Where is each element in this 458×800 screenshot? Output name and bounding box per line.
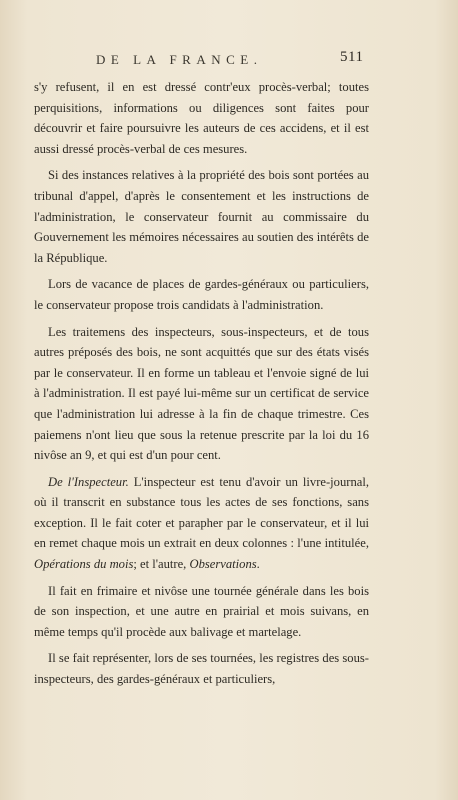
inspecteur-text-3: . (256, 557, 260, 572)
page-number: 511 (340, 49, 364, 65)
paragraph-inspecteur (34, 472, 369, 575)
running-title: DE LA FRANCE. (96, 52, 263, 67)
paragraph-vacance: Lors de vacance de places de gardes-généraux ou particuliers, le conservateur propose trois candidats à l'administration. (34, 277, 369, 312)
inspecteur-text-2: ; et l'autre, (133, 557, 190, 572)
body-text (34, 77, 369, 696)
paragraph-registres: Il se fait représenter, lors de ses tournées, les registres des sous-inspecteurs, des gardes-généraux et particuliers, (34, 651, 369, 687)
paragraph-tribunal: Si des instances relatives à la propriété des bois sont portées au tribunal d'appel, d'après le consentement et les instructions de l'administration, le conservateur fournit au commissaire du Gouvernement les mémoires nécessaires au soutien des intérêts de la République. (34, 168, 369, 265)
section-heading-inspecteur: De l'Inspecteur. (48, 474, 129, 489)
column-title-observations: Observations (189, 557, 257, 572)
column-title-operations: Opérations du mois (34, 557, 134, 572)
paragraph-traitemens: Les traitemens des inspecteurs, sous-inspecteurs, et de tous autres préposés des bois, ne sont acquittés que sur des états visés par le conservateur. Il en forme un tableau et l'envoie signé de lui à l'administration. Il est payé lui-même sur un certificat de service que l'administration lui adresse à la fin de chaque trimestre. Ces paiemens n'ont lieu que sous la retenue prescrite par la loi du 16 nivôse an 9, et qui est d'un pour cent. (34, 324, 369, 463)
paragraph-tournee: Il fait en frimaire et nivôse une tournée générale dans les bois de son inspection, et une autre en prairial et mois suivans, en même temps qu'il procède aux balivage et martelage. (34, 583, 369, 639)
inspecteur-text-1: L'inspecteur est tenu d'avoir un livre-journal, où il transcrit en substance tous les actes de ses fonctions, sans exception. Il le fait coter et parapher par le conservateur, et il lui en remet chaque mois un extrait en deux colonnes : l'une intitulée, (34, 474, 370, 551)
paragraph-continuation: s'y refusent, il en est dressé contr'eux procès-verbal; toutes perquisitions, informations ou diligences sont faites pour découvrir et faire poursuivre les auteurs de ces accidens, et il est aussi dressé procès-verbal de ces mesures. (34, 80, 369, 156)
